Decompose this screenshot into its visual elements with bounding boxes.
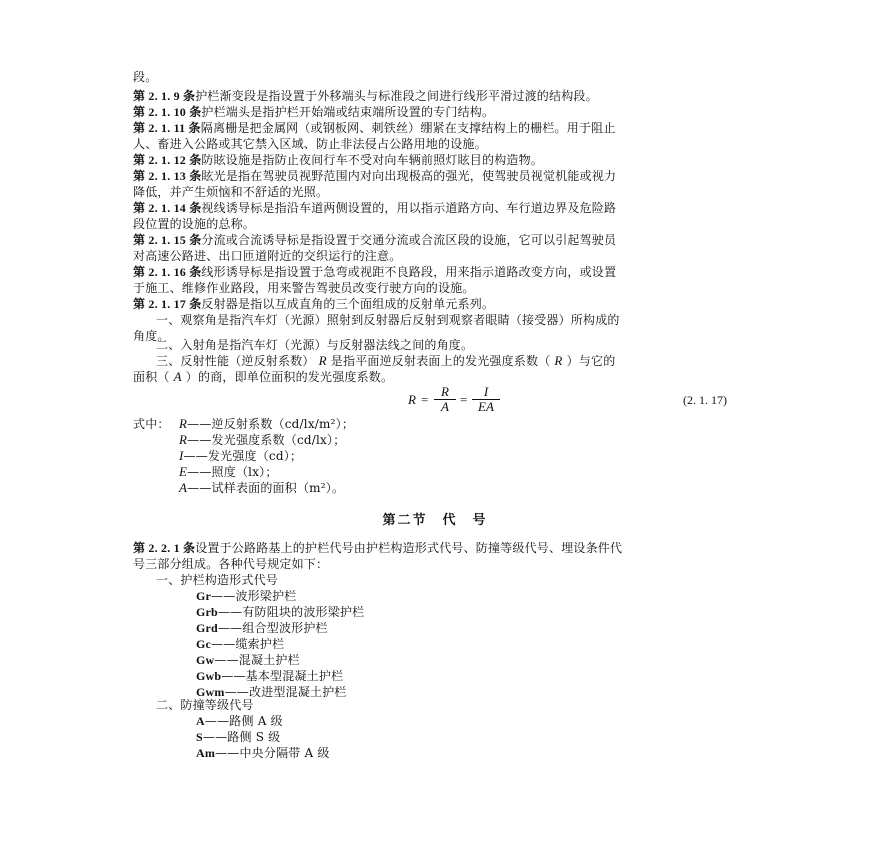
legend-symbol: A — [179, 480, 188, 495]
paragraph-line — [156, 353, 766, 369]
line-text: 是指平面逆反射表面上的发光强度系数（ — [330, 354, 551, 368]
paragraph-line — [133, 556, 743, 572]
paragraph-line — [133, 152, 743, 168]
section-heading: 第二节 代 号 — [382, 513, 488, 528]
formula-equals: = — [460, 392, 468, 407]
code-item — [196, 652, 806, 668]
code-symbol: Gr — [196, 589, 212, 603]
clause-number: 第 2. 1. 9 条 — [133, 89, 196, 103]
legend-line — [133, 432, 743, 448]
legend-text: ——照度（lx）； — [187, 465, 278, 479]
line-text: 一、观察角是指汽车灯（光源）照射到反射器后反射到观察者眼睛（接受器）所构成的 — [156, 313, 620, 327]
line-text: 线形诱导标是指设置于急弯或视距不良路段，用来指示道路改变方向，或设置 — [201, 265, 617, 279]
paragraph-line — [133, 232, 743, 248]
code-description: ——基本型混凝土护栏 — [221, 669, 344, 683]
fraction-numerator: R — [434, 385, 456, 400]
paragraph-line — [133, 369, 743, 385]
paragraph-line — [133, 88, 743, 104]
line-text: 视线诱导标是指沿车道两侧设置的，用以指示道路方向、车行道边界及危险路 — [201, 201, 617, 215]
code-description: ——改进型混凝土护栏 — [224, 685, 347, 699]
fraction-denominator: A — [441, 399, 449, 414]
legend-text: ——逆反射系数（cd/lx/m²）； — [187, 417, 355, 431]
legend-symbol: E — [179, 464, 188, 479]
equation-number: (2. 1. 17) — [683, 393, 727, 407]
line-text: 降低，并产生烦恼和不舒适的光照。 — [133, 185, 329, 199]
line-text: ）与它的 — [566, 354, 616, 368]
code-description: ——波形梁护栏 — [211, 589, 297, 603]
code-description: ——缆索护栏 — [211, 637, 285, 651]
line-text: 角度。 — [133, 329, 170, 343]
code-symbol: Grb — [196, 605, 218, 619]
code-description: ——路侧 S 级 — [202, 730, 281, 744]
clause-number: 第 2. 1. 10 条 — [133, 105, 202, 119]
line-text: 分流或合流诱导标是指设置于交通分流或合流区段的设施，它可以引起驾驶员 — [201, 233, 617, 247]
code-symbol: Gc — [196, 637, 212, 651]
line-text: 人、畜进入公路或其它禁入区域、防止非法侵占公路用地的设施。 — [133, 137, 487, 151]
legend-symbol: I — [179, 448, 184, 463]
code-item — [196, 729, 806, 745]
paragraph-line — [133, 136, 743, 152]
legend-text: ——发光强度（cd）； — [183, 449, 303, 463]
group-title-structure-codes: 一、护栏构造形式代号 — [156, 573, 279, 587]
clause-number: 第 2. 1. 13 条 — [133, 169, 202, 183]
paragraph-line — [133, 280, 743, 296]
paragraph-line — [133, 296, 743, 312]
paragraph-line — [156, 312, 766, 328]
clause-number: 第 2. 1. 16 条 — [133, 265, 202, 279]
code-description: ——路侧 A 级 — [204, 714, 283, 728]
legend-line — [133, 416, 743, 432]
formula-fraction-2 — [472, 385, 500, 414]
code-item — [196, 713, 806, 729]
line-text: 护栏端头是指护栏开始端或结束端所设置的专门结构。 — [201, 105, 495, 119]
line-text: 二、入射角是指汽车灯（光源）与反射器法线之间的角度。 — [156, 338, 474, 352]
code-item — [196, 620, 806, 636]
paragraph-line — [133, 216, 743, 232]
formula-lhs: R — [408, 392, 416, 407]
paragraph-line — [133, 248, 743, 264]
line-text: 防眩设施是指防止夜间行车不受对向车辆前照灯眩目的构造物。 — [201, 153, 544, 167]
clause-number: 第 2. 2. 1 条 — [133, 541, 196, 555]
group-title-collision-codes: 二、防撞等级代号 — [156, 698, 254, 712]
code-symbol: Gw — [196, 653, 215, 667]
clause-number: 第 2. 1. 17 条 — [133, 297, 202, 311]
line-text: 隔离栅是把金属网（或钢板网、刺铁丝）绷紧在支撑结构上的栅栏。用于阻止 — [200, 121, 616, 135]
code-symbol: Grd — [196, 621, 218, 635]
code-description: ——组合型波形护栏 — [217, 621, 328, 635]
code-symbol: A — [196, 714, 205, 728]
legend-prefix: 式中： — [133, 417, 170, 431]
paragraph-line — [133, 264, 743, 280]
legend-symbol: R — [179, 432, 188, 447]
symbol-r: R — [554, 353, 563, 368]
formula-fraction-1 — [434, 385, 456, 414]
paragraph-line — [133, 540, 743, 556]
code-symbol: Gwb — [196, 669, 222, 683]
symbol-r: R — [318, 353, 327, 368]
line-text: 设置于公路路基上的护栏代号由护栏构造形式代号、防撞等级代号、埋设条件代 — [195, 541, 623, 555]
legend-line — [133, 464, 743, 480]
clause-number: 第 2. 1. 12 条 — [133, 153, 202, 167]
formula-2-1-17 — [408, 385, 518, 415]
paragraph-line — [133, 69, 743, 85]
paragraph-line — [156, 337, 766, 353]
code-symbol: S — [196, 730, 203, 744]
legend-text: ——发光强度系数（cd/lx）； — [187, 433, 346, 447]
formula-equals: = — [421, 392, 429, 407]
fraction-denominator: EA — [478, 399, 494, 414]
code-description: ——有防阻块的波形梁护栏 — [217, 605, 365, 619]
line-text: 三、反射性能（逆反射系数） — [156, 354, 315, 368]
legend-text: ——试样表面的面积（m²）。 — [187, 481, 345, 495]
code-item — [196, 745, 806, 761]
code-symbol: Am — [196, 746, 216, 760]
code-item — [196, 604, 806, 620]
code-symbol: Gwm — [196, 685, 225, 699]
symbol-a: A — [173, 369, 182, 384]
line-text: 护栏渐变段是指设置于外移端头与标准段之间进行线形平滑过渡的结构段。 — [195, 89, 598, 103]
line-text: 反射器是指以互成直角的三个面组成的反射单元系列。 — [201, 297, 495, 311]
line-text: 段。 — [133, 70, 158, 84]
line-text: 对高速公路进、出口匝道附近的交织运行的注意。 — [133, 249, 402, 263]
line-text: 段位置的设施的总称。 — [133, 217, 256, 231]
line-text: ）的商，即单位面积的发光强度系数。 — [185, 370, 394, 384]
line-text: 于施工、维修作业路段，用来警告驾驶员改变行驶方向的设施。 — [133, 281, 475, 295]
code-item — [196, 588, 806, 604]
code-item — [196, 636, 806, 652]
legend-symbol: R — [179, 416, 188, 431]
line-text: 眩光是指在驾驶员视野范围内对向出现极高的强光，使驾驶员视觉机能或视力 — [201, 169, 617, 183]
paragraph-line — [133, 184, 743, 200]
paragraph-line — [133, 168, 743, 184]
fraction-numerator: I — [472, 385, 500, 400]
paragraph-line — [133, 104, 743, 120]
code-item — [196, 668, 806, 684]
paragraph-line — [133, 200, 743, 216]
paragraph-line — [133, 120, 743, 136]
line-text: 号三部分组成。各种代号规定如下： — [133, 557, 329, 571]
clause-number: 第 2. 1. 14 条 — [133, 201, 202, 215]
clause-number: 第 2. 1. 11 条 — [133, 121, 201, 135]
line-text: 面积（ — [133, 370, 170, 384]
clause-number: 第 2. 1. 15 条 — [133, 233, 202, 247]
legend-line — [133, 448, 743, 464]
legend-line — [133, 480, 743, 496]
code-description: ——混凝土护栏 — [214, 653, 300, 667]
code-description: ——中央分隔带 A 级 — [215, 746, 330, 760]
